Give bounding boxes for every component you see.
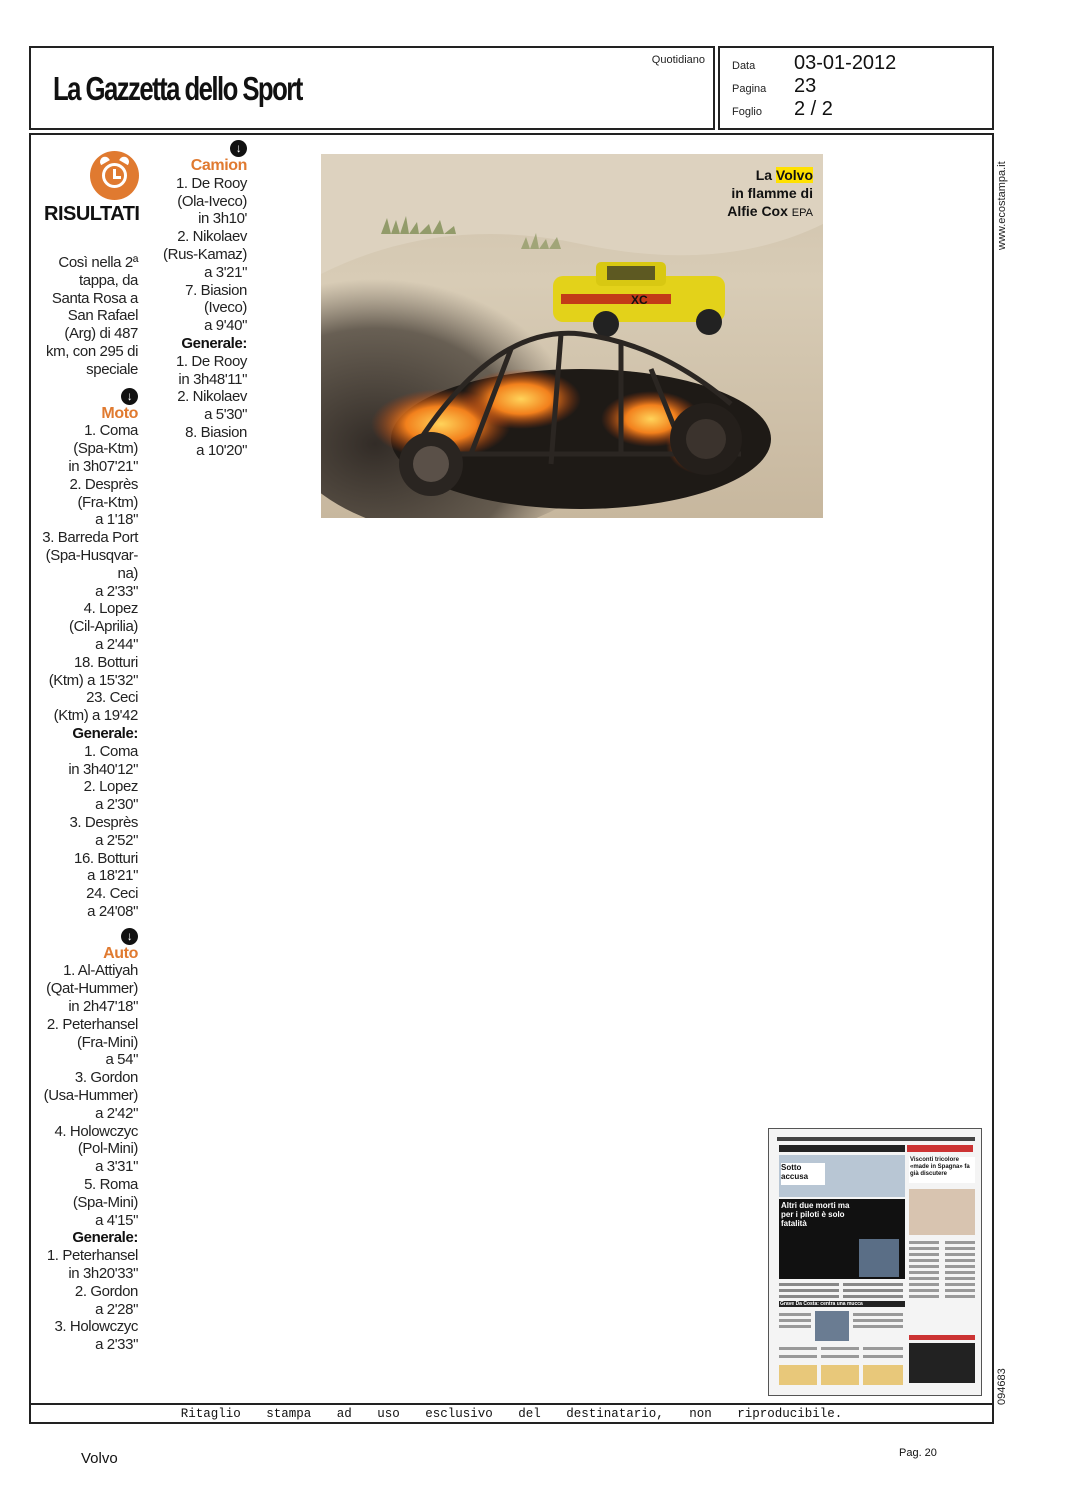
moto-general-results: 1. Coma in 3h40'12" 2. Lopez a 2'30" 3. Desprès a 2'52" 16. Botturi a 18'21" 24. Ceci a 24'08": [68, 742, 138, 920]
burning-car-photo: [321, 154, 823, 518]
keyword-label: Volvo: [81, 1450, 118, 1467]
clipping-code: 094683: [996, 1368, 1008, 1405]
date-row: [732, 52, 896, 75]
camion-general-title: Generale:: [181, 334, 247, 352]
info-box: [718, 46, 994, 130]
publication-type: Quotidiano: [651, 54, 705, 66]
page-value: 23: [794, 75, 817, 97]
auto-title: Auto: [103, 944, 138, 962]
sheet-row: [732, 98, 833, 121]
arrow-down-icon: ↓: [121, 388, 138, 405]
clipping-notice-bar: [29, 1403, 994, 1424]
camion-general-results: 1. De Rooy in 3h48'11" 2. Nikolaev a 5'30" 8. Biasion a 10'20": [175, 352, 247, 459]
clipping-notice: Ritaglio stampa ad uso esclusivo del destinatario, non riproducibile.: [180, 1407, 843, 1421]
thumbnail-right-headline: Visconti tricolore «made in Spagna» fa già discutere: [910, 1157, 970, 1177]
arrow-down-icon: ↓: [230, 140, 247, 157]
date-value: 03-01-2012: [794, 52, 897, 74]
moto-general-title: Generale:: [72, 724, 138, 742]
arrow-down-icon: ↓: [121, 928, 138, 945]
auto-general-title: Generale:: [72, 1229, 138, 1247]
auto-general-results: 1. Peterhansel in 3h20'33" 2. Gordon a 2'28" 3. Holowczyc a 2'33": [46, 1247, 138, 1354]
results-heading: RISULTATI: [44, 203, 140, 225]
thumbnail-left-headline: Sotto accusa: [781, 1163, 809, 1181]
photo-caption: La Volvo in flamme di Alfie Cox EPA: [727, 167, 813, 219]
page-row: [732, 75, 816, 98]
page-label: Pagina: [732, 83, 767, 95]
thumbnail-sub-headline: Grave Da Costa: centra una mucca: [780, 1301, 863, 1307]
moto-results: 1. Coma (Spa-Ktm) in 3h07'21" 2. Desprès (Fra-Ktm) a 1'18" 3. Barreda Port (Spa-Husqvar- na) a 2'33" 4. Lopez (Cil-Aprilia) a 2'44" 18. Botturi (Ktm) a 15'32" 23. Ceci (Ktm) a 19'42: [42, 422, 138, 725]
moto-title: Moto: [101, 404, 138, 422]
svg-text:XC: XC: [631, 293, 648, 307]
sheet-value: 2 / 2: [794, 98, 833, 120]
sheet-label: Foglio: [732, 106, 762, 118]
highlighted-keyword: Volvo: [775, 167, 813, 183]
date-label: Data: [732, 60, 756, 72]
thumbnail-main-headline: Altri due morti ma per i piloti è solo fatalità: [781, 1201, 850, 1228]
page-thumbnail: [768, 1128, 982, 1396]
newspaper-logo: La Gazzetta dello Sport: [53, 70, 302, 107]
photo-credit: EPA: [791, 207, 813, 219]
results-column-1: [40, 254, 138, 1354]
results-column-2: [150, 139, 247, 460]
masthead-box: [29, 46, 715, 130]
alarm-clock-icon: [90, 151, 139, 200]
camion-title: Camion: [190, 157, 247, 174]
page-number: Pag. 20: [899, 1447, 937, 1459]
source-url: www.ecostampa.it: [996, 161, 1008, 250]
camion-results: 1. De Rooy (Ola-Iveco) in 3h10' 2. Nikolaev (Rus-Kamaz) a 3'21" 7. Biasion (Iveco) a 9'40": [163, 174, 247, 335]
auto-results: 1. Al-Attiyah (Qat-Hummer) in 2h47'18" 2. Peterhansel (Fra-Mini) a 54" 3. Gordon (Usa-Hummer) a 2'42" 4. Holowczyc (Pol-Mini) a 3'31" 5. Roma (Spa-Mini) a 4'15": [43, 962, 138, 1229]
intro-text: Così nella 2ª tappa, da Santa Rosa a San Rafael (Arg) di 487 km, con 295 di speciale: [46, 254, 138, 378]
